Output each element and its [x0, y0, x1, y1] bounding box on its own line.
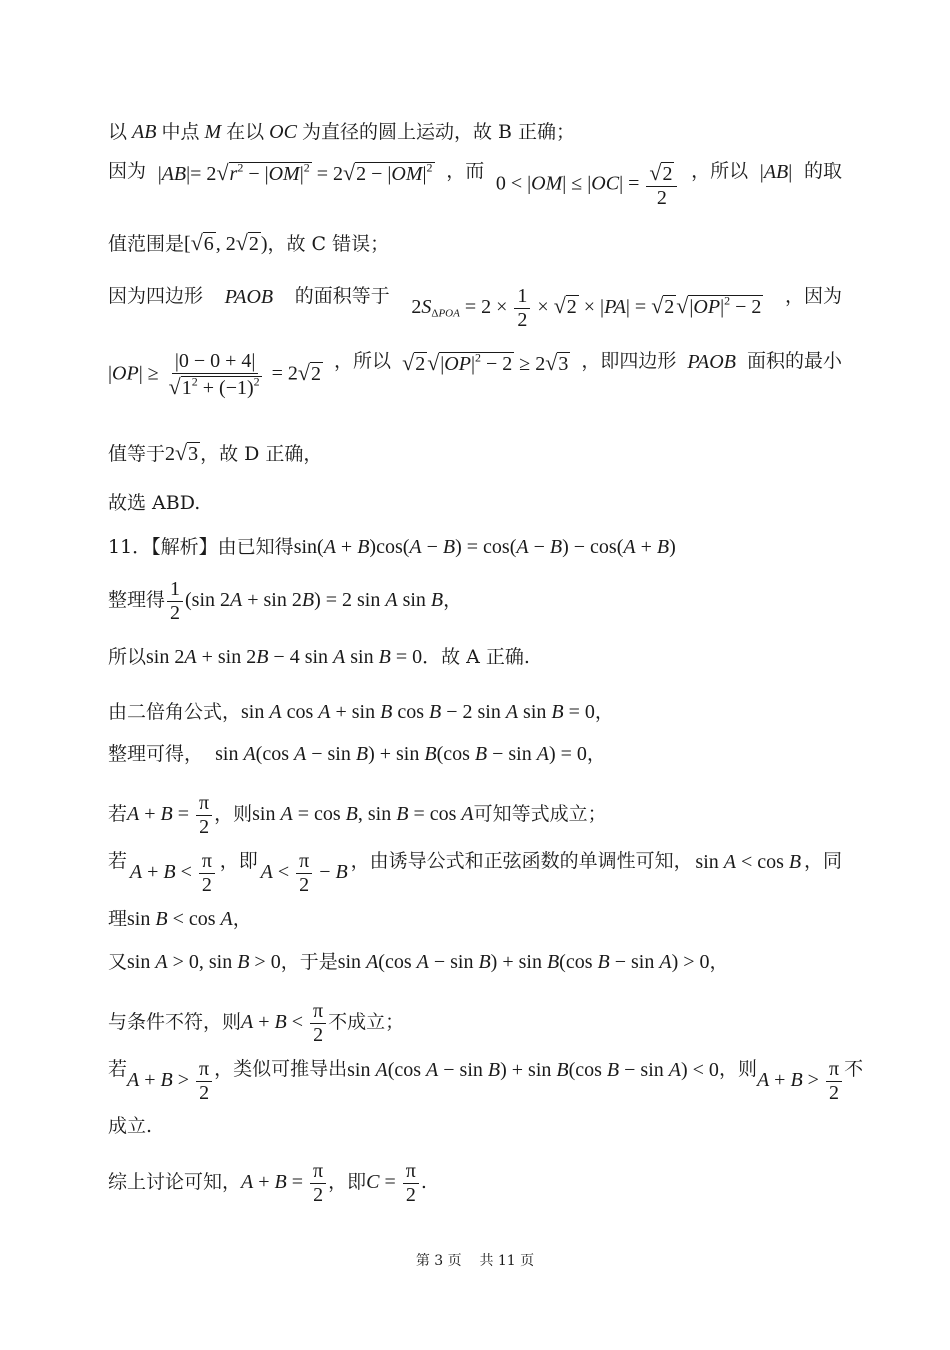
- math: C = $\frac{\pi}{2}$: [366, 1171, 421, 1193]
- page-footer: [0, 1250, 950, 1270]
- text-run: ，: [586, 743, 606, 765]
- math: OC: [264, 121, 302, 143]
- math: sin A(cos A − sin B) + sin B(cos B − sin A) < 0: [347, 1059, 719, 1081]
- text-run: ，故 C 错误；: [267, 233, 390, 255]
- text-run: 由二倍角公式，: [108, 701, 242, 723]
- text-run: 在以: [226, 121, 265, 143]
- text-run: 面积的最小: [746, 350, 842, 372]
- text-run: ，所以: [334, 350, 392, 372]
- text-run: 又: [108, 951, 128, 973]
- math: M: [199, 121, 227, 143]
- text-line: [108, 578, 842, 625]
- text-run: 与条件不符，则: [108, 1011, 242, 1034]
- text-run: ，则: [718, 1058, 757, 1080]
- math: sin 2A + sin 2B − 4 sin A sin B = 0: [146, 646, 423, 668]
- text-run: ，于是: [280, 951, 338, 973]
- text-run: ，由诱导公式和正弦函数的单调性可知，: [350, 850, 693, 872]
- math: PAOB: [687, 351, 736, 373]
- text-line: [108, 907, 842, 931]
- text-run: 11．【解析】由已知得: [108, 536, 294, 558]
- text-line: [108, 160, 842, 210]
- math: $|AB|= 2√r^2 - |OM|^2 = 2√2 - |OM|^2$: [157, 160, 433, 185]
- text-run: 不: [844, 1058, 864, 1080]
- text-run: ，则: [214, 803, 253, 826]
- text-line: [108, 1000, 842, 1047]
- text-run: ，类似可推导出: [214, 1058, 348, 1080]
- text-run: 所以: [108, 646, 147, 668]
- text-run: 以: [108, 121, 128, 143]
- text-run: .: [420, 1171, 427, 1194]
- text-run: 若: [108, 1058, 128, 1080]
- text-line: [108, 850, 842, 897]
- math: A + B < $\frac{\pi}{2}$: [130, 850, 217, 897]
- text-run: 整理可得，: [108, 743, 204, 765]
- text-line: [108, 120, 842, 144]
- text-run: 值范围是: [108, 233, 185, 255]
- text-run: 若: [108, 850, 128, 872]
- math: A + B = $\frac{\pi}{2}$: [241, 1171, 328, 1193]
- math: A + B = $\frac{\pi}{2}$: [127, 803, 214, 825]
- text-run: ，: [709, 951, 729, 973]
- text-run: 的取: [803, 160, 842, 182]
- text-run: 成立.: [108, 1115, 153, 1137]
- math: sin A(cos A − sin B) + sin B(cos B − sin A) > 0: [337, 951, 710, 973]
- text-run: 故选 ABD.: [108, 492, 201, 514]
- text-run: 因为四边形: [108, 285, 204, 307]
- math: A + B > $\frac{\pi}{2}$: [757, 1058, 844, 1105]
- text-run: ．故 A 正确.: [422, 646, 530, 668]
- text-line: [108, 792, 842, 839]
- math: $√2√|OP|^2 - 2 \ge 2√3$: [402, 350, 569, 375]
- math: sin B < cos A: [127, 908, 233, 930]
- text-line: [108, 950, 842, 974]
- text-run: 中点: [161, 121, 200, 143]
- text-line: [108, 350, 842, 400]
- text-run: ，: [594, 701, 614, 723]
- text-run: ，即四边形: [581, 350, 677, 372]
- text-line: [108, 440, 842, 466]
- text-run: ，即: [219, 850, 258, 872]
- math: sin A cos A + sin B cos B − 2 sin A sin B = 0: [241, 701, 595, 723]
- math: [√6 , 2√2 ): [184, 230, 268, 255]
- page-total: 共 11 页: [479, 1253, 535, 1269]
- text-run: ，: [443, 589, 463, 612]
- text-run: 综上讨论可知，: [108, 1171, 242, 1194]
- page-number: 第 3 页: [415, 1253, 462, 1269]
- math: 0 < |OM| ≤ |OC| = $\frac{√2}{2}$: [496, 160, 680, 210]
- text-line: [108, 1160, 842, 1207]
- text-run: ，故 D 正确，: [200, 443, 323, 465]
- math: 2√3: [165, 440, 199, 465]
- math: A < $\frac{\pi}{2}$ − B: [260, 850, 348, 896]
- text-run: ，所以: [691, 160, 749, 182]
- text-run: 因为: [108, 160, 147, 182]
- text-line: [108, 285, 842, 332]
- text-run: 理: [108, 908, 128, 930]
- text-run: 为直径的圆上运动，故 B 正确；: [301, 121, 575, 143]
- text-line: [108, 742, 842, 766]
- math: $2S_{\Delta POA} = 2$ × $\frac{1}{2}$ × $√2 \times |PA| = √2√|OP|^2 - 2$: [411, 285, 762, 331]
- math: PAOB: [224, 286, 274, 308]
- text-run: 不成立；: [328, 1011, 405, 1034]
- text-line: [108, 1058, 864, 1105]
- text-line: [108, 230, 842, 256]
- text-line: [108, 700, 842, 724]
- text-run: ，因为: [784, 285, 842, 307]
- math: |AB|: [759, 161, 793, 183]
- math: A + B > $\frac{\pi}{2}$: [127, 1058, 214, 1105]
- math: $\frac{1}{2}$ (sin 2A + sin 2B) = 2 sin A sin B: [165, 589, 443, 611]
- math: sin A > 0, sin B > 0: [127, 951, 281, 973]
- math: |OP| ≥ $\frac{|0 - 0 + 4|}{√1^2 + (-1)^2}$ = 2√2: [108, 350, 321, 399]
- text-run: ，: [232, 908, 252, 930]
- text-line: [108, 535, 842, 559]
- math: sin A < cos B: [695, 851, 802, 873]
- text-run: ，而: [446, 160, 485, 182]
- text-run: 若: [108, 803, 128, 826]
- text-run: ，即: [328, 1171, 367, 1194]
- text-line: [108, 1115, 842, 1138]
- math: AB: [127, 121, 162, 143]
- math: A + B < $\frac{\pi}{2}$: [241, 1011, 328, 1033]
- text-run: 可知等式成立；: [473, 803, 607, 826]
- math: sin A = cos B, sin B = cos A: [252, 803, 474, 826]
- text-line: [108, 645, 842, 669]
- text-line: [108, 492, 842, 515]
- text-run: 整理得: [108, 589, 166, 612]
- math: sin(A + B)cos(A − B) = cos(A − B) − cos(A + B): [293, 536, 676, 558]
- text-run: ，同: [803, 850, 842, 872]
- math: sin A(cos A − sin B) + sin B(cos B − sin A) = 0: [215, 743, 587, 765]
- text-run: 值等于: [108, 443, 166, 465]
- text-run: 的面积等于: [294, 285, 390, 307]
